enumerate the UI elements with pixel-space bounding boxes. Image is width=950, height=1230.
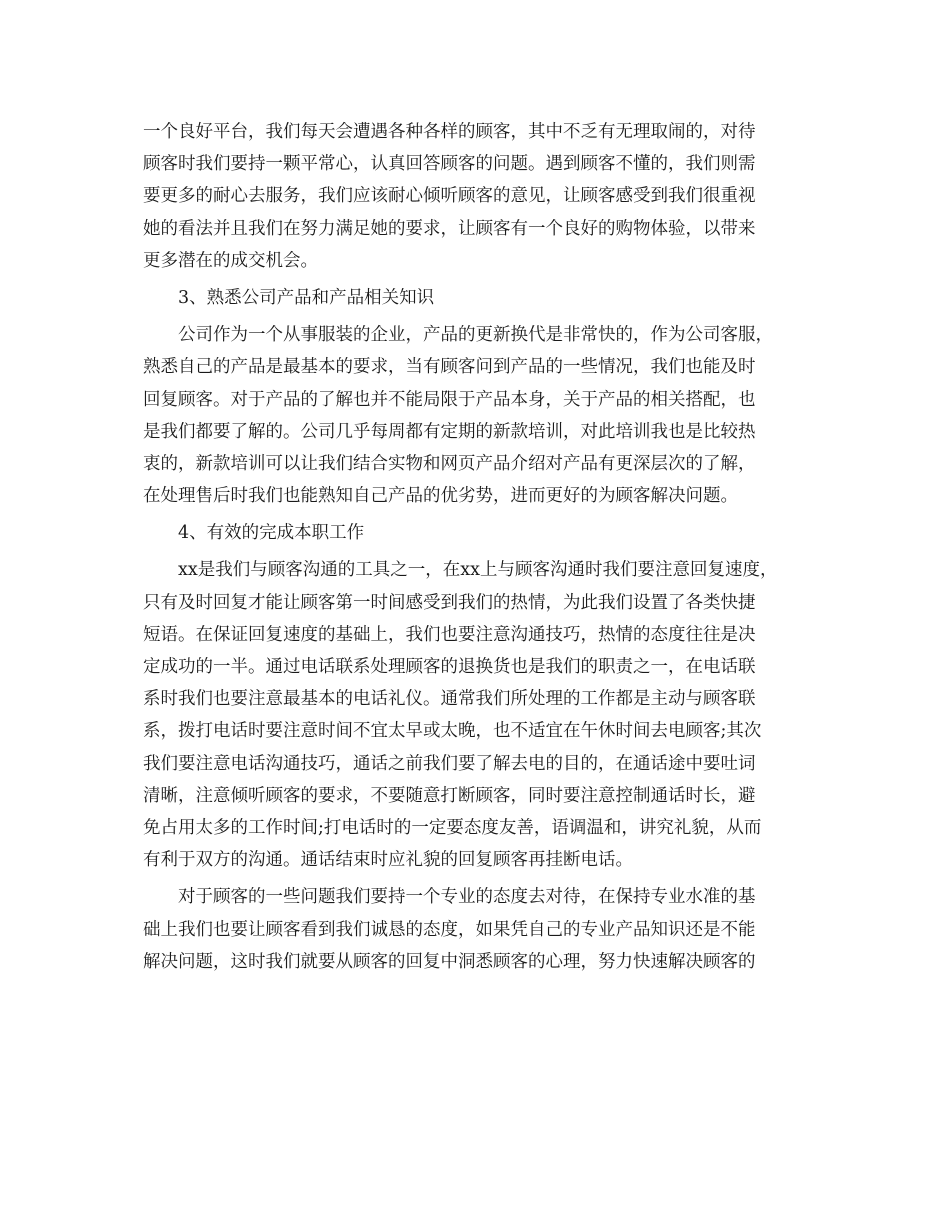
text-line: 解决问题，这时我们就要从顾客的回复中洞悉顾客的心理，努力快速解决顾客的 (143, 951, 756, 972)
text-line: 一个良好平台，我们每天会遭遇各种各样的顾客，其中不乏有无理取闹的，对待 (143, 122, 756, 142)
text-line: 清晰，注意倾听顾客的要求，不要随意打断顾客，同时要注意控制通话时长，避 (143, 785, 756, 806)
heading-text: 3、熟悉公司产品和产品相关知识 (178, 287, 435, 308)
text-line: 我们要注意电话沟通技巧，通话之前我们要了解去电的目的，在通话途中要吐词 (143, 753, 756, 774)
text-line: 回复顾客。对于产品的了解也并不能局限于产品本身，关于产品的相关搭配，也 (143, 389, 756, 410)
text-line: 对于顾客的一些问题我们要持一个专业的态度去对待，在保持专业水准的基 (178, 887, 756, 908)
text-line: 系时我们也要注意最基本的电话礼仪。通常我们所处理的工作都是主动与顾客联 (143, 689, 756, 710)
text-line: 定成功的一半。通过电话联系处理顾客的退换货也是我们的职责之一，在电话联 (143, 657, 756, 677)
text-line: 免占用太多的工作时间;打电话时的一定要态度友善，语调温和，讲究礼貌，从而 (143, 817, 762, 838)
section-heading (143, 282, 813, 314)
paragraph (143, 881, 813, 978)
text-line: 顾客时我们要持一颗平常心，认真回答顾客的问题。遇到顾客不懂的，我们则需 (143, 154, 756, 175)
text-line: 要更多的耐心去服务，我们应该耐心倾听顾客的意见，让顾客感受到我们很重视 (143, 186, 756, 207)
paragraph (143, 554, 813, 876)
document-body (143, 116, 813, 978)
section-heading (143, 517, 813, 549)
paragraph (143, 116, 813, 277)
text-line: 系，拨打电话时要注意时间不宜太早或太晚，也不适宜在午休时间去电顾客;其次 (143, 721, 762, 742)
text-line: 只有及时回复才能让顾客第一时间感受到我们的热情，为此我们设置了各类快捷 (143, 592, 756, 613)
text-line: 在处理售后时我们也能熟知自己产品的优劣势，进而更好的为顾客解决问题。 (143, 486, 738, 507)
text-line: 是我们都要了解的。公司几乎每周都有定期的新款培训，对此培训我也是比较热 (143, 421, 756, 442)
text-line: 更多潜在的成交机会。 (143, 250, 318, 271)
text-line: 短语。在保证回复速度的基础上，我们也要注意沟通技巧，热情的态度往往是决 (143, 624, 756, 645)
text-line: 熟悉自己的产品是最基本的要求，当有顾客问到产品的一些情况，我们也能及时 (143, 357, 756, 378)
text-line: 她的看法并且我们在努力满足她的要求，让顾客有一个良好的购物体验，以带来 (143, 218, 756, 239)
text-line: 有利于双方的沟通。通话结束时应礼貌的回复顾客再挂断电话。 (143, 850, 633, 871)
paragraph (143, 319, 813, 512)
text-line: 公司作为一个从事服装的企业，产品的更新换代是非常快的，作为公司客服， (178, 325, 773, 346)
heading-text: 4、有效的完成本职工作 (178, 523, 365, 544)
text-line: 衷的，新款培训可以让我们结合实物和网页产品介绍对产品有更深层次的了解， (143, 453, 756, 474)
text-line: xx是我们与顾客沟通的工具之一，在xx上与顾客沟通时我们要注意回复速度， (178, 560, 778, 581)
text-line: 础上我们也要让顾客看到我们诚恳的态度，如果凭自己的专业产品知识还是不能 (143, 919, 756, 940)
